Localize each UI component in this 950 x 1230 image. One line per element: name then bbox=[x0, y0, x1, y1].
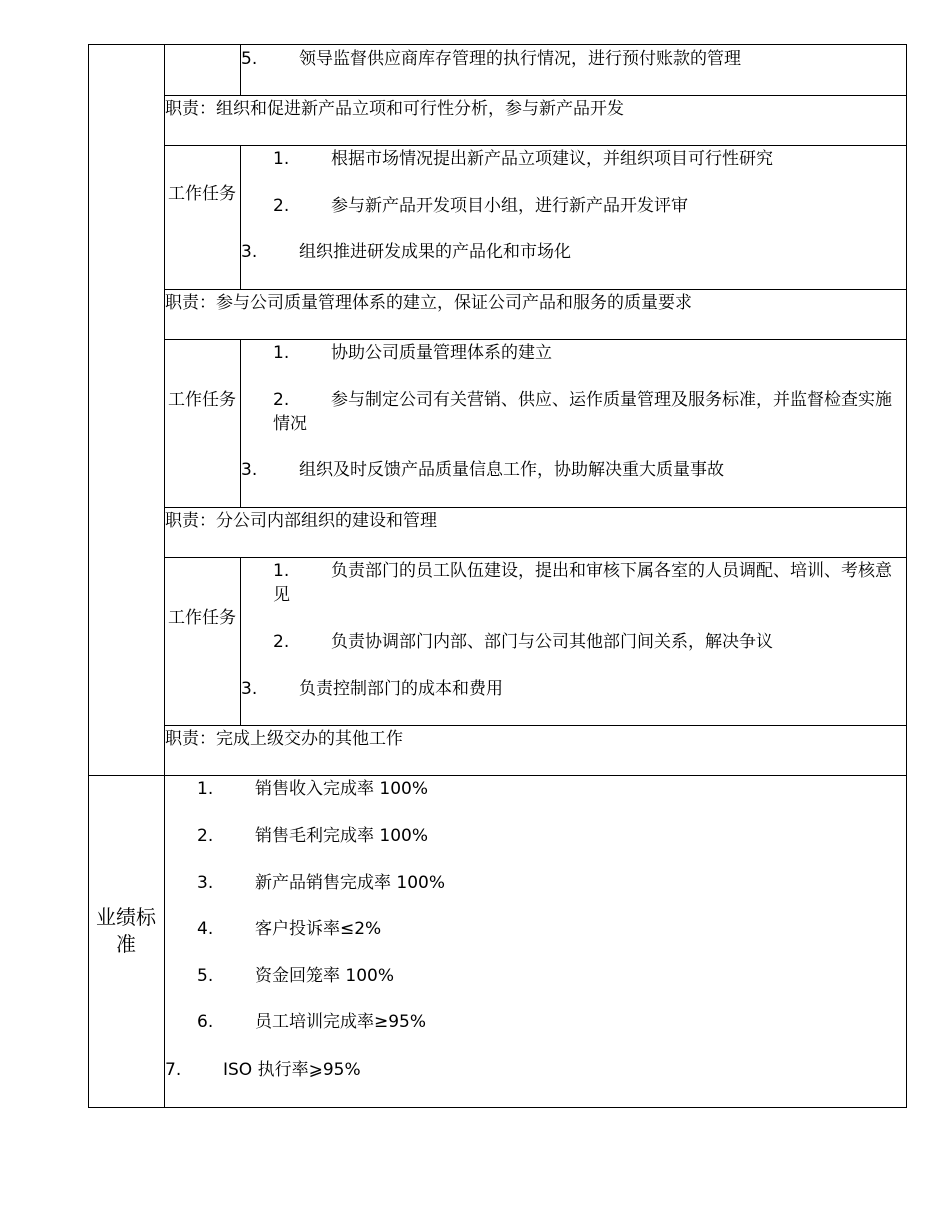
item-number: 3. bbox=[241, 679, 258, 699]
item-number: 2. bbox=[197, 826, 214, 846]
performance-item bbox=[197, 824, 428, 848]
performance-item bbox=[197, 871, 445, 895]
performance-item bbox=[197, 1010, 426, 1034]
performance-label: 业绩标准 bbox=[96, 905, 156, 956]
item-number: 2. bbox=[273, 196, 290, 216]
table-right-border bbox=[906, 44, 907, 1108]
item-text: 员工培训完成率≥95% bbox=[255, 1012, 427, 1032]
row-divider bbox=[164, 339, 907, 340]
task-item bbox=[241, 47, 741, 71]
task-label-divider bbox=[240, 339, 241, 508]
item-text: 销售收入完成率 100% bbox=[255, 779, 429, 799]
task-label: 工作任务 bbox=[168, 608, 236, 628]
row-divider bbox=[164, 95, 907, 96]
item-text: 根据市场情况提出新产品立项建议，并组织项目可行性研究 bbox=[331, 149, 773, 169]
table-left-border bbox=[88, 44, 89, 1108]
item-text: 协助公司质量管理体系的建立 bbox=[331, 343, 552, 363]
item-number: 5. bbox=[241, 49, 258, 69]
item-number: 2. bbox=[273, 632, 290, 652]
item-number: 5. bbox=[197, 966, 214, 986]
task-item bbox=[273, 194, 688, 218]
performance-item bbox=[197, 917, 381, 941]
task-item bbox=[273, 559, 899, 607]
item-text: 新产品销售完成率 100% bbox=[255, 873, 446, 893]
row-divider bbox=[164, 725, 907, 726]
task-label-divider bbox=[240, 145, 241, 290]
row-divider bbox=[164, 507, 907, 508]
item-number: 7. bbox=[165, 1060, 182, 1080]
item-text: 领导监督供应商库存管理的执行情况，进行预付账款的管理 bbox=[299, 49, 741, 69]
table-bottom-border bbox=[88, 1107, 907, 1108]
duty-text: 职责：组织和促进新产品立项和可行性分析，参与新产品开发 bbox=[165, 99, 624, 119]
section-divider bbox=[88, 775, 907, 776]
item-text: 销售毛利完成率 100% bbox=[255, 826, 429, 846]
item-text: ISO 执行率⩾95% bbox=[223, 1060, 361, 1080]
item-text: 参与新产品开发项目小组，进行新产品开发评审 bbox=[331, 196, 688, 216]
item-text: 客户投诉率≤2% bbox=[255, 919, 382, 939]
item-number: 4. bbox=[197, 919, 214, 939]
item-text: 负责控制部门的成本和费用 bbox=[299, 679, 503, 699]
task-label: 工作任务 bbox=[168, 184, 236, 204]
performance-item bbox=[165, 1058, 361, 1082]
row-divider bbox=[164, 145, 907, 146]
item-number: 1. bbox=[273, 343, 290, 363]
row-divider bbox=[164, 289, 907, 290]
item-number: 2. bbox=[273, 390, 290, 410]
item-number: 1. bbox=[273, 149, 290, 169]
performance-item bbox=[197, 777, 428, 801]
item-text: 组织推进研发成果的产品化和市场化 bbox=[299, 242, 571, 262]
task-item bbox=[273, 341, 552, 365]
table-top-border bbox=[88, 44, 907, 45]
task-item bbox=[241, 240, 571, 264]
duty-text: 职责：参与公司质量管理体系的建立，保证公司产品和服务的质量要求 bbox=[165, 293, 692, 313]
item-number: 3. bbox=[197, 873, 214, 893]
item-number: 1. bbox=[197, 779, 214, 799]
task-item bbox=[273, 147, 773, 171]
duty-text: 职责：完成上级交办的其他工作 bbox=[165, 729, 403, 749]
task-item bbox=[273, 388, 899, 436]
item-text: 资金回笼率 100% bbox=[255, 966, 395, 986]
item-number: 3. bbox=[241, 242, 258, 262]
item-number: 3. bbox=[241, 460, 258, 480]
item-text: 参与制定公司有关营销、供应、运作质量管理及服务标准，并监督检查实施情况 bbox=[273, 390, 892, 434]
row-divider bbox=[164, 557, 907, 558]
task-item bbox=[273, 630, 773, 654]
item-text: 负责协调部门内部、部门与公司其他部门间关系，解决争议 bbox=[331, 632, 773, 652]
performance-item bbox=[197, 964, 394, 988]
task-label: 工作任务 bbox=[168, 390, 236, 410]
item-number: 1. bbox=[273, 561, 290, 581]
task-item bbox=[241, 458, 724, 482]
duty-text: 职责：分公司内部组织的建设和管理 bbox=[165, 511, 437, 531]
item-text: 组织及时反馈产品质量信息工作，协助解决重大质量事故 bbox=[299, 460, 724, 480]
item-text: 负责部门的员工队伍建设，提出和审核下属各室的人员调配、培训、考核意见 bbox=[273, 561, 892, 605]
task-item bbox=[241, 677, 503, 701]
item-number: 6. bbox=[197, 1012, 214, 1032]
